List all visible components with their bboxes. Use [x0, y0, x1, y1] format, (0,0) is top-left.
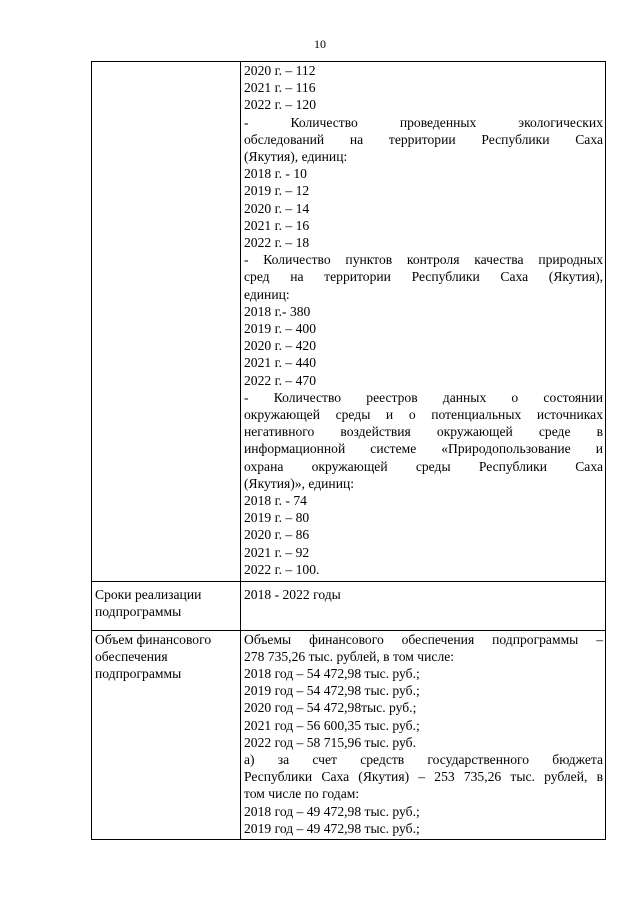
value-line: 2022 г. – 18: [244, 235, 310, 251]
page-number: 10: [314, 37, 326, 51]
value-line: 2019 г. – 80: [244, 510, 310, 526]
value-line: (Якутия), единиц:: [244, 149, 348, 165]
value-line: охрана окружающей среды Республики Саха: [244, 458, 603, 474]
value-line: 2018 год – 54 472,98 тыс. руб.;: [244, 665, 420, 681]
label-line: подпрограммы: [95, 665, 182, 681]
label-line: Сроки реализации: [95, 587, 202, 603]
value-line: 2020 г. – 112: [244, 63, 316, 78]
value-line: 2021 г. – 440: [244, 355, 317, 371]
passport-table: [91, 61, 606, 840]
value-line: 2020 г. – 86: [244, 527, 310, 543]
value-line: 2019 г. – 400: [244, 321, 317, 337]
value-line: информационной системе «Природопользование и: [244, 441, 603, 457]
value-line: 2021 г. – 92: [244, 544, 310, 560]
value-line: 2018 год – 49 472,98 тыс. руб.;: [244, 803, 420, 819]
value-line: Республики Саха (Якутия) – 253 735,26 тыс. рублей, в: [244, 769, 603, 785]
value-line: 2022 г. – 100.: [244, 561, 320, 577]
label-cell: [92, 582, 241, 630]
value-line: - Количество пунктов контроля качества природных: [244, 252, 603, 268]
label-cell: [92, 62, 241, 582]
value-line: - Количество реестров данных о состоянии: [244, 389, 603, 405]
value-line: негативного воздействия окружающей среде в: [244, 424, 603, 440]
value-line: 2019 г. – 12: [244, 183, 310, 199]
value-line: сред на территории Республики Саха (Якутия),: [244, 269, 603, 285]
label-line: подпрограммы: [95, 604, 182, 620]
value-line: 2018 г.- 380: [244, 303, 311, 319]
value-line: 2022 г. – 120: [244, 97, 317, 113]
value-line: 2018 - 2022 годы: [244, 587, 341, 603]
value-line: - Количество проведенных экологических: [244, 114, 603, 130]
value-line: 2021 г. – 116: [244, 80, 316, 96]
value-cell: [241, 630, 606, 839]
value-cell: [241, 582, 606, 630]
value-cell: [241, 62, 606, 582]
value-line: 2022 г. – 470: [244, 372, 317, 388]
value-line: 2019 год – 54 472,98 тыс. руб.;: [244, 683, 420, 699]
value-line: 2020 год – 54 472,98тыс. руб.;: [244, 700, 417, 716]
value-line: 2020 г. – 420: [244, 338, 317, 354]
value-line: окружающей среды и о потенциальных источниках: [244, 407, 603, 423]
value-line: 2018 г. - 10: [244, 166, 307, 182]
value-line: единиц:: [244, 286, 290, 302]
indicators-continued-row: [92, 62, 606, 582]
label-line: обеспечения: [95, 648, 168, 664]
value-line: 2022 год – 58 715,96 тыс. руб.: [244, 734, 416, 750]
label-cell: [92, 630, 241, 839]
implementation-period-row: [92, 582, 606, 630]
value-line: (Якутия)», единиц:: [244, 475, 355, 491]
value-line: а) за счет средств государственного бюджета: [244, 751, 603, 767]
value-line: 2020 г. – 14: [244, 200, 310, 216]
value-line: обследований на территории Республики Саха: [244, 131, 603, 147]
value-line: 2021 год – 56 600,35 тыс. руб.;: [244, 717, 420, 733]
value-line: 2018 г. - 74: [244, 493, 307, 509]
value-line: 2021 г. – 16: [244, 217, 310, 233]
value-line: Объемы финансового обеспечения подпрограммы –: [244, 631, 603, 647]
label-line: Объем финансового: [95, 631, 212, 647]
value-line: том числе по годам:: [244, 786, 360, 802]
financing-volume-row: [92, 630, 606, 839]
value-line: 278 735,26 тыс. рублей, в том числе:: [244, 648, 455, 664]
value-line: 2019 год – 49 472,98 тыс. руб.;: [244, 820, 420, 836]
